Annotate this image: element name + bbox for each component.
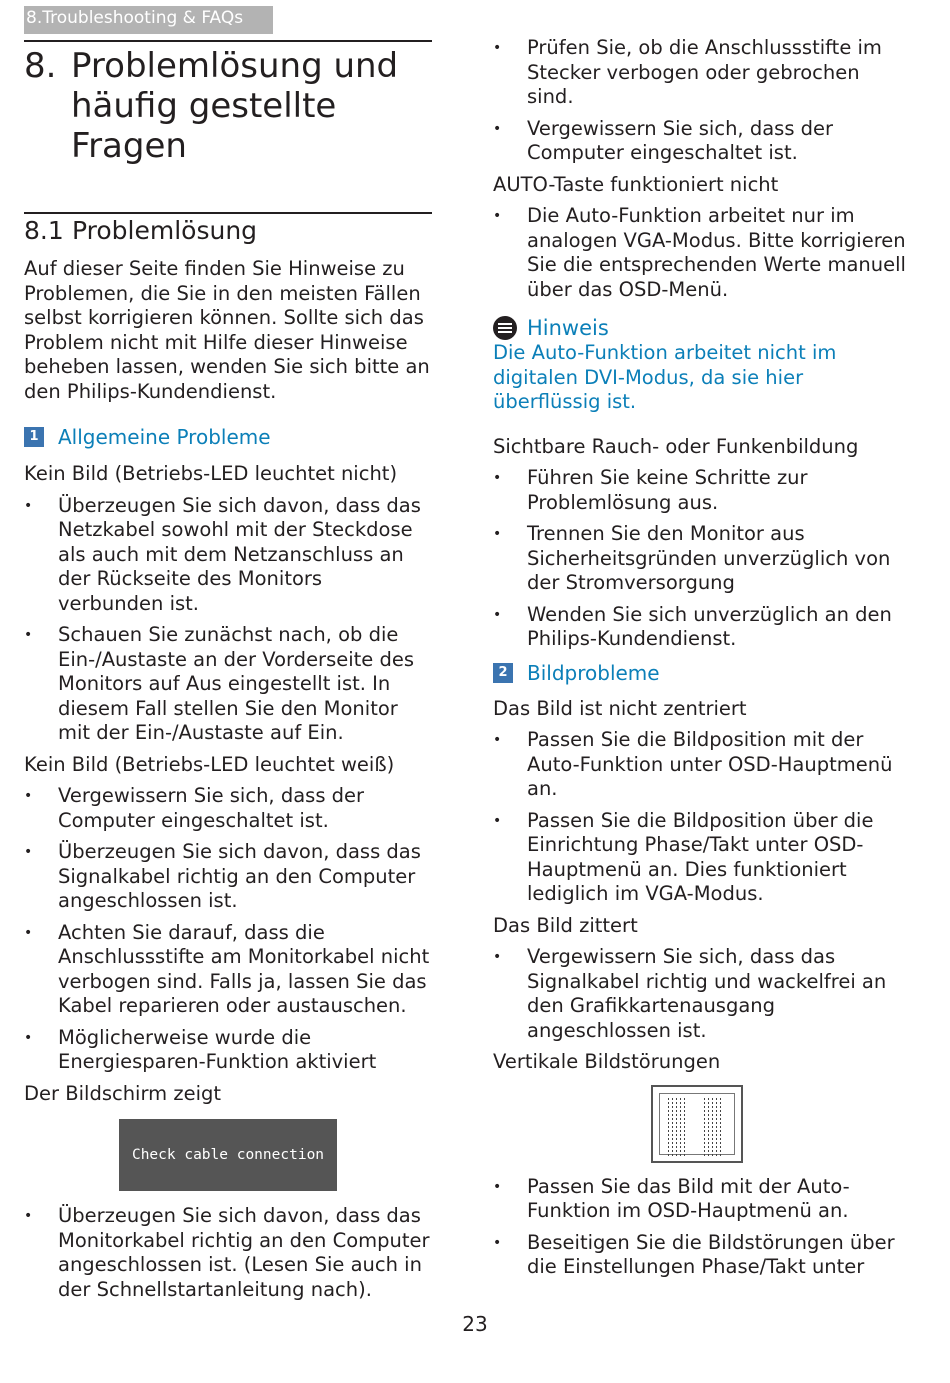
list-item: • Beseitigen Sie die Bildstörungen über die Einstellungen Phase/Takt unter [493, 1230, 895, 1278]
list-item: • Vergewissern Sie sich, dass das Signalkabel richtig und wackelfrei an den Grafikkartenausgang angeschlossen ist. [493, 945, 887, 1042]
list-item: • Überzeugen Sie sich davon, dass das Monitorkabel richtig an den Computer angeschlossen ist. (Lesen Sie auch in der Schnellstartanleitung nach). [24, 1204, 430, 1301]
list-smoke [493, 466, 908, 652]
group-title-general: Allgemeine Probleme [58, 425, 271, 449]
subhead-no-picture-off: Kein Bild (Betriebs-LED leuchtet nicht) [24, 462, 398, 485]
list-item: • Führen Sie keine Schritte zur Problemlösung aus. [493, 466, 808, 514]
chapter-title-line2: häufig gestellte Fragen [71, 86, 337, 166]
subhead-not-centered: Das Bild ist nicht zentriert [493, 696, 747, 720]
subhead-no-picture-white: Kein Bild (Betriebs-LED leuchtet weiß) [24, 752, 395, 776]
list-item: • Die Auto-Funktion arbeitet nur im analogen VGA-Modus. Bitte korrigieren Sie die entsprechenden Werte manuell über das OSD-Menü. [493, 204, 906, 301]
note-text: Die Auto-Funktion arbeitet nicht im digitalen DVI-Modus, da sie hier überflüssig ist. [493, 341, 837, 413]
note-heading [493, 315, 908, 341]
list-item: • Passen Sie das Bild mit der Auto-Funktion im OSD-Hauptmenü an. [493, 1174, 850, 1222]
list-connector-checks [493, 36, 908, 166]
subhead-smoke: Sichtbare Rauch- oder Funkenbildung [493, 434, 859, 458]
chapter-number: 8. [24, 46, 57, 86]
osd-message-text: Check cable connection [131, 1147, 325, 1163]
list-item: • Achten Sie darauf, dass die Anschlussstifte am Monitorkabel nicht verbogen sind. Falls ja, lassen Sie das Kabel reparieren oder austauschen. [24, 920, 430, 1017]
right-column [493, 36, 908, 1287]
chapter-title-text [71, 46, 432, 166]
chapter-title-line1: Problemlösung und [71, 46, 399, 86]
list-item: • Trennen Sie den Monitor aus Sicherheitsgründen unverzüglich von der Stromversorgung [493, 522, 891, 594]
subhead-screen-shows: Der Bildschirm zeigt [24, 1081, 222, 1105]
list-screen-shows [24, 1204, 432, 1302]
group-title-image: Bildprobleme [527, 660, 660, 685]
section-rule [24, 212, 432, 214]
header-section-tab: 8.Troubleshooting & FAQs [24, 6, 273, 34]
subhead-vertical-noise: Vertikale Bildstörungen [493, 1050, 721, 1073]
list-item: • Überzeugen Sie sich davon, dass das Signalkabel richtig an den Computer angeschlossen ist. [24, 840, 421, 912]
group-heading-image [493, 660, 908, 686]
note-title: Hinweis [527, 316, 609, 340]
list-item: • Überzeugen Sie sich davon, dass das Netzkabel sowohl mit der Steckdose als auch mit dem Netzanschluss an der Rückseite des Monitors verbunden ist. [24, 493, 421, 615]
vertical-noise-illustration [651, 1085, 743, 1163]
group-heading-general [24, 424, 432, 450]
intro-paragraph: Auf dieser Seite finden Sie Hinweise zu Problemen, die Sie in den meisten Fällen selbst korrigieren können. Sollte sich das Problem nicht mit Hilfe dieser Hinweise beheben lassen, wenden Sie sich bitte an den Philips-Kundendienst. [24, 257, 430, 403]
section-title [24, 216, 432, 246]
chapter-rule [24, 40, 432, 42]
note-icon [493, 316, 517, 340]
osd-message-box [119, 1119, 337, 1191]
group-badge-1: 1 [24, 427, 44, 447]
list-item: • Wenden Sie sich unverzüglich an den Philips-Kundendienst. [493, 602, 892, 650]
chapter-title [24, 46, 432, 166]
section-number: 8.1 [24, 216, 64, 245]
list-flicker [493, 945, 908, 1043]
list-no-picture-white [24, 784, 432, 1075]
list-item: • Schauen Sie zunächst nach, ob die Ein-/Austaste an der Vorderseite des Monitors auf Aus eingestellt ist. In diesem Fall stellen Sie den Monitor mit der Ein-/Austaste auf Ein. [24, 623, 415, 744]
group-badge-2: 2 [493, 663, 513, 683]
subhead-auto-button: AUTO-Taste funktioniert nicht [493, 172, 779, 196]
list-no-picture-off [24, 494, 432, 746]
left-column [24, 40, 432, 1309]
list-vertical-noise [493, 1175, 908, 1280]
list-item: • Vergewissern Sie sich, dass der Computer eingeschaltet ist. [24, 784, 365, 832]
list-item: • Prüfen Sie, ob die Anschlussstifte im Stecker verbogen oder gebrochen sind. [493, 36, 882, 108]
list-item: • Passen Sie die Bildposition über die Einrichtung Phase/Takt unter OSD-Hauptmenü an. Dies funktioniert lediglich im VGA-Modus. [493, 808, 874, 905]
section-title-text: Problemlösung [72, 216, 258, 245]
subhead-flicker: Das Bild zittert [493, 913, 638, 937]
list-item: • Möglicherweise wurde die Energiesparen-Funktion aktiviert [24, 1025, 377, 1073]
list-auto-button [493, 204, 908, 302]
page-number: 23 [462, 1312, 488, 1336]
list-not-centered [493, 728, 908, 907]
list-item: • Vergewissern Sie sich, dass der Computer eingeschaltet ist. [493, 116, 834, 164]
list-item: • Passen Sie die Bildposition mit der Auto-Funktion unter OSD-Hauptmenü an. [493, 728, 893, 800]
